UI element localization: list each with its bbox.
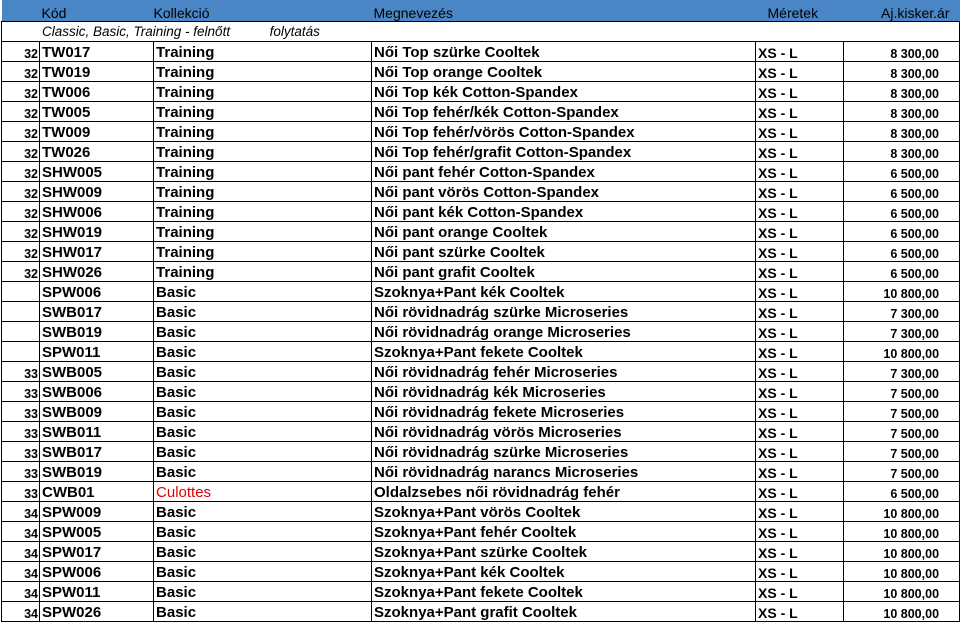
size-range: XS - L bbox=[756, 422, 844, 442]
table-row bbox=[2, 102, 960, 122]
collection: Basic bbox=[154, 522, 372, 542]
size-range: XS - L bbox=[756, 302, 844, 322]
product-code: SPW005 bbox=[40, 522, 154, 542]
product-name: Szoknya+Pant kék Cooltek bbox=[372, 282, 756, 302]
size-range: XS - L bbox=[756, 602, 844, 622]
product-name: Szoknya+Pant vörös Cooltek bbox=[372, 502, 756, 522]
product-code: SPW017 bbox=[40, 542, 154, 562]
collection: Basic bbox=[154, 562, 372, 582]
retail-price: 7 500,00 bbox=[844, 422, 960, 442]
table-row bbox=[2, 382, 960, 402]
size-range: XS - L bbox=[756, 322, 844, 342]
retail-price: 7 500,00 bbox=[844, 442, 960, 462]
table-row bbox=[2, 262, 960, 282]
page-number: 34 bbox=[2, 502, 40, 522]
size-range: XS - L bbox=[756, 142, 844, 162]
table-row bbox=[2, 362, 960, 382]
size-range: XS - L bbox=[756, 462, 844, 482]
table-row bbox=[2, 562, 960, 582]
page-number bbox=[2, 342, 40, 362]
product-code: SPW006 bbox=[40, 282, 154, 302]
size-range: XS - L bbox=[756, 222, 844, 242]
size-range: XS - L bbox=[756, 542, 844, 562]
product-code: SPW011 bbox=[40, 342, 154, 362]
page-number bbox=[2, 282, 40, 302]
collection: Training bbox=[154, 102, 372, 122]
size-range: XS - L bbox=[756, 122, 844, 142]
product-name: Női pant szürke Cooltek bbox=[372, 242, 756, 262]
table-row bbox=[2, 222, 960, 242]
retail-price: 7 300,00 bbox=[844, 362, 960, 382]
collection: Basic bbox=[154, 322, 372, 342]
column-header-row bbox=[2, 0, 960, 22]
page-number: 32 bbox=[2, 102, 40, 122]
size-range: XS - L bbox=[756, 42, 844, 62]
product-name: Szoknya+Pant fekete Cooltek bbox=[372, 342, 756, 362]
size-range: XS - L bbox=[756, 402, 844, 422]
product-code: SPW006 bbox=[40, 562, 154, 582]
table-row bbox=[2, 122, 960, 142]
section-spacer bbox=[372, 22, 844, 42]
price-table bbox=[1, 0, 960, 622]
product-name: Szoknya+Pant kék Cooltek bbox=[372, 562, 756, 582]
retail-price: 6 500,00 bbox=[844, 162, 960, 182]
table-row bbox=[2, 462, 960, 482]
page-number: 32 bbox=[2, 222, 40, 242]
product-code: SHW009 bbox=[40, 182, 154, 202]
table-row bbox=[2, 502, 960, 522]
table-row bbox=[2, 402, 960, 422]
retail-price: 8 300,00 bbox=[844, 42, 960, 62]
product-code: TW005 bbox=[40, 102, 154, 122]
table-row bbox=[2, 322, 960, 342]
product-code: TW026 bbox=[40, 142, 154, 162]
product-name: Szoknya+Pant fehér Cooltek bbox=[372, 522, 756, 542]
retail-price: 10 800,00 bbox=[844, 502, 960, 522]
table-row bbox=[2, 422, 960, 442]
product-name: Női rövidnadrág szürke Microseries bbox=[372, 302, 756, 322]
header-code: Kód bbox=[2, 0, 154, 22]
product-code: SHW005 bbox=[40, 162, 154, 182]
product-name: Női rövidnadrág fehér Microseries bbox=[372, 362, 756, 382]
section-continued-text: folytatás bbox=[269, 24, 320, 39]
table-row bbox=[2, 442, 960, 462]
size-range: XS - L bbox=[756, 102, 844, 122]
retail-price: 8 300,00 bbox=[844, 102, 960, 122]
table-row bbox=[2, 82, 960, 102]
product-name: Női rövidnadrág orange Microseries bbox=[372, 322, 756, 342]
page-number: 32 bbox=[2, 202, 40, 222]
page-number: 34 bbox=[2, 522, 40, 542]
size-range: XS - L bbox=[756, 202, 844, 222]
page-number: 32 bbox=[2, 182, 40, 202]
collection: Training bbox=[154, 242, 372, 262]
product-code: TW006 bbox=[40, 82, 154, 102]
size-range: XS - L bbox=[756, 162, 844, 182]
page-number bbox=[2, 302, 40, 322]
retail-price: 6 500,00 bbox=[844, 222, 960, 242]
page-number bbox=[2, 322, 40, 342]
size-range: XS - L bbox=[756, 522, 844, 542]
page-number: 33 bbox=[2, 482, 40, 502]
collection: Basic bbox=[154, 502, 372, 522]
retail-price: 7 500,00 bbox=[844, 382, 960, 402]
collection: Basic bbox=[154, 382, 372, 402]
retail-price: 10 800,00 bbox=[844, 282, 960, 302]
retail-price: 6 500,00 bbox=[844, 482, 960, 502]
product-name: Női pant kék Cotton-Spandex bbox=[372, 202, 756, 222]
retail-price: 6 500,00 bbox=[844, 262, 960, 282]
collection: Training bbox=[154, 222, 372, 242]
retail-price: 10 800,00 bbox=[844, 342, 960, 362]
product-code: SWB006 bbox=[40, 382, 154, 402]
page-number: 33 bbox=[2, 402, 40, 422]
table-row bbox=[2, 42, 960, 62]
product-code: CWB01 bbox=[40, 482, 154, 502]
size-range: XS - L bbox=[756, 442, 844, 462]
product-name: Női Top fehér/vörös Cotton-Spandex bbox=[372, 122, 756, 142]
page-number: 32 bbox=[2, 42, 40, 62]
retail-price: 6 500,00 bbox=[844, 242, 960, 262]
retail-price: 8 300,00 bbox=[844, 142, 960, 162]
product-name: Női pant grafit Cooltek bbox=[372, 262, 756, 282]
size-range: XS - L bbox=[756, 62, 844, 82]
retail-price: 7 300,00 bbox=[844, 322, 960, 342]
retail-price: 7 300,00 bbox=[844, 302, 960, 322]
page-number: 32 bbox=[2, 62, 40, 82]
retail-price: 10 800,00 bbox=[844, 542, 960, 562]
product-name: Szoknya+Pant fekete Cooltek bbox=[372, 582, 756, 602]
product-name: Női rövidnadrág kék Microseries bbox=[372, 382, 756, 402]
header-price: Aj.kisker.ár bbox=[844, 0, 960, 22]
product-name: Női Top fehér/grafit Cotton-Spandex bbox=[372, 142, 756, 162]
table-row bbox=[2, 602, 960, 622]
product-name: Oldalzsebes női rövidnadrág fehér bbox=[372, 482, 756, 502]
product-name: Szoknya+Pant szürke Cooltek bbox=[372, 542, 756, 562]
retail-price: 8 300,00 bbox=[844, 82, 960, 102]
product-code: SWB019 bbox=[40, 462, 154, 482]
product-code: TW019 bbox=[40, 62, 154, 82]
table-row bbox=[2, 302, 960, 322]
page-number: 33 bbox=[2, 362, 40, 382]
page-number: 32 bbox=[2, 242, 40, 262]
size-range: XS - L bbox=[756, 362, 844, 382]
product-code: SWB005 bbox=[40, 362, 154, 382]
page-number: 33 bbox=[2, 442, 40, 462]
collection: Basic bbox=[154, 442, 372, 462]
table-row bbox=[2, 182, 960, 202]
table-row bbox=[2, 202, 960, 222]
product-name: Női pant orange Cooltek bbox=[372, 222, 756, 242]
header-name: Megnevezés bbox=[372, 0, 756, 22]
collection: Basic bbox=[154, 342, 372, 362]
retail-price: 8 300,00 bbox=[844, 62, 960, 82]
page-number: 34 bbox=[2, 582, 40, 602]
size-range: XS - L bbox=[756, 262, 844, 282]
size-range: XS - L bbox=[756, 502, 844, 522]
size-range: XS - L bbox=[756, 482, 844, 502]
product-code: SHW017 bbox=[40, 242, 154, 262]
size-range: XS - L bbox=[756, 242, 844, 262]
page-number: 33 bbox=[2, 382, 40, 402]
product-code: TW017 bbox=[40, 42, 154, 62]
page-number: 32 bbox=[2, 262, 40, 282]
page-number: 33 bbox=[2, 422, 40, 442]
collection: Basic bbox=[154, 362, 372, 382]
table-row bbox=[2, 542, 960, 562]
product-name: Női rövidnadrág fekete Microseries bbox=[372, 402, 756, 422]
product-code: SHW006 bbox=[40, 202, 154, 222]
size-range: XS - L bbox=[756, 562, 844, 582]
header-collection: Kollekció bbox=[154, 0, 372, 22]
collection: Training bbox=[154, 262, 372, 282]
retail-price: 10 800,00 bbox=[844, 582, 960, 602]
product-name: Női rövidnadrág szürke Microseries bbox=[372, 442, 756, 462]
size-range: XS - L bbox=[756, 382, 844, 402]
table-row bbox=[2, 162, 960, 182]
product-code: SWB011 bbox=[40, 422, 154, 442]
page-number: 34 bbox=[2, 542, 40, 562]
retail-price: 10 800,00 bbox=[844, 562, 960, 582]
collection: Training bbox=[154, 142, 372, 162]
product-name: Női Top szürke Cooltek bbox=[372, 42, 756, 62]
table-row bbox=[2, 242, 960, 262]
collection: Culottes bbox=[154, 482, 372, 502]
retail-price: 6 500,00 bbox=[844, 182, 960, 202]
size-range: XS - L bbox=[756, 582, 844, 602]
retail-price: 7 500,00 bbox=[844, 462, 960, 482]
section-title bbox=[2, 22, 372, 42]
product-code: SWB009 bbox=[40, 402, 154, 422]
collection: Training bbox=[154, 182, 372, 202]
product-code: TW009 bbox=[40, 122, 154, 142]
collection: Basic bbox=[154, 462, 372, 482]
product-name: Szoknya+Pant grafit Cooltek bbox=[372, 602, 756, 622]
product-name: Női Top orange Cooltek bbox=[372, 62, 756, 82]
page-number: 32 bbox=[2, 162, 40, 182]
collection: Basic bbox=[154, 582, 372, 602]
retail-price: 8 300,00 bbox=[844, 122, 960, 142]
table-row bbox=[2, 522, 960, 542]
section-subheader-row bbox=[2, 22, 960, 42]
header-sizes: Méretek bbox=[756, 0, 844, 22]
collection: Basic bbox=[154, 402, 372, 422]
page-number: 33 bbox=[2, 462, 40, 482]
table-row bbox=[2, 482, 960, 502]
collection: Training bbox=[154, 202, 372, 222]
product-code: SWB017 bbox=[40, 302, 154, 322]
collection: Basic bbox=[154, 542, 372, 562]
collection: Training bbox=[154, 62, 372, 82]
product-code: SPW011 bbox=[40, 582, 154, 602]
page-number: 32 bbox=[2, 82, 40, 102]
section-title-text: Classic, Basic, Training - felnőtt bbox=[42, 24, 231, 39]
retail-price: 6 500,00 bbox=[844, 202, 960, 222]
collection: Training bbox=[154, 42, 372, 62]
table-row bbox=[2, 582, 960, 602]
size-range: XS - L bbox=[756, 82, 844, 102]
collection: Training bbox=[154, 162, 372, 182]
retail-price: 10 800,00 bbox=[844, 602, 960, 622]
collection: Basic bbox=[154, 602, 372, 622]
table-row bbox=[2, 282, 960, 302]
section-spacer-end bbox=[844, 22, 960, 42]
collection: Training bbox=[154, 122, 372, 142]
product-name: Női rövidnadrág vörös Microseries bbox=[372, 422, 756, 442]
retail-price: 7 500,00 bbox=[844, 402, 960, 422]
page-number: 34 bbox=[2, 602, 40, 622]
page-number: 32 bbox=[2, 142, 40, 162]
retail-price: 10 800,00 bbox=[844, 522, 960, 542]
product-name: Női pant fehér Cotton-Spandex bbox=[372, 162, 756, 182]
product-code: SPW026 bbox=[40, 602, 154, 622]
collection: Basic bbox=[154, 422, 372, 442]
product-code: SHW019 bbox=[40, 222, 154, 242]
collection: Basic bbox=[154, 282, 372, 302]
product-code: SHW026 bbox=[40, 262, 154, 282]
product-name: Női rövidnadrág narancs Microseries bbox=[372, 462, 756, 482]
product-name: Női Top fehér/kék Cotton-Spandex bbox=[372, 102, 756, 122]
size-range: XS - L bbox=[756, 282, 844, 302]
table-row bbox=[2, 342, 960, 362]
collection: Basic bbox=[154, 302, 372, 322]
size-range: XS - L bbox=[756, 182, 844, 202]
table-row bbox=[2, 142, 960, 162]
product-name: Női pant vörös Cotton-Spandex bbox=[372, 182, 756, 202]
page-number: 34 bbox=[2, 562, 40, 582]
product-code: SWB017 bbox=[40, 442, 154, 462]
size-range: XS - L bbox=[756, 342, 844, 362]
product-code: SWB019 bbox=[40, 322, 154, 342]
page-number: 32 bbox=[2, 122, 40, 142]
product-code: SPW009 bbox=[40, 502, 154, 522]
table-row bbox=[2, 62, 960, 82]
collection: Training bbox=[154, 82, 372, 102]
product-name: Női Top kék Cotton-Spandex bbox=[372, 82, 756, 102]
